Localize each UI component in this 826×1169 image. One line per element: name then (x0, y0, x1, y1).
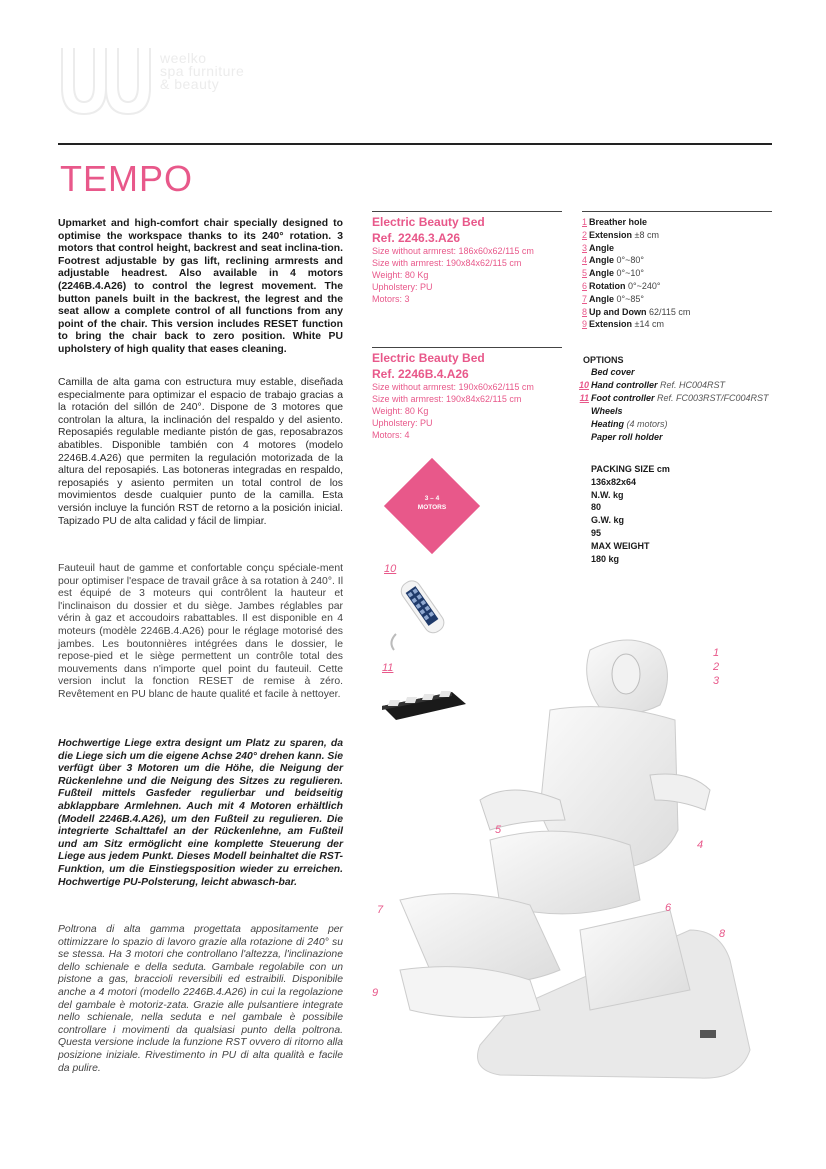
badge-line: 3 – 4 (424, 495, 440, 502)
label-foot-controller: 11 (382, 662, 394, 674)
product-weight: Weight: 80 Kg (372, 406, 429, 416)
spec-item (582, 306, 772, 319)
option-item (575, 367, 635, 377)
spec-num: 1 (582, 217, 588, 227)
packing-line: 80 (591, 502, 602, 513)
logo-line: weelko (160, 50, 207, 66)
spec-rule (582, 211, 772, 212)
spec-label: Angle (589, 268, 615, 279)
spec-num: 2 (582, 229, 588, 240)
spec-label: Angle (589, 293, 615, 304)
product-size-without-armrest: Size without armrest: 186x60x62/115 cm (372, 246, 534, 256)
packing-line: 95 (591, 527, 602, 538)
packing-line: 180 kg (591, 553, 620, 564)
chair-label-6: 6 (665, 902, 672, 914)
packing-line: PACKING SIZE cm (591, 464, 670, 474)
product-name: Electric Beauty Bed (372, 215, 485, 229)
packing-info (591, 463, 670, 565)
brand-logo-text (160, 52, 244, 91)
description-italian: Poltrona di alta gamma progettata appositamente per ottimizzare lo spazio di lavoro grazie alla rotazione di 240° su se stessa. Ha 3 motori che controllano l'altezza, l'inclinazione dello schienale e della seduta. Gambale regolabile con un pistone a gas, braccioli reversibili ed estraibili. Disponibile anche a 4 motori (modello 2246B.4.A26) in cui la regolazione del gambale è motoriz-zata. Grazie alle pulsantiere integrate nello schienale, nella seduta e nel gambale è possibile controllare i movimenti da qualsiasi punto della poltrona. Questa versione include la funzione RST ovvero di ritorno alla posizione iniziale. Rivestimento in PU di alta qualità e facile da pulire. (58, 924, 343, 1074)
product-motors: Motors: 3 (372, 294, 410, 304)
product-name: Electric Beauty Bed (372, 351, 485, 365)
option-ref: Ref. FC003RST/FC004RST (657, 393, 769, 403)
spec-num: 8 (582, 306, 588, 317)
product-rule (372, 211, 562, 212)
spec-label: Angle (589, 242, 615, 253)
spec-num: 7 (582, 293, 588, 304)
spec-num: 9 (582, 319, 588, 330)
spec-num: 4 (582, 255, 588, 266)
spec-item (582, 267, 772, 280)
spec-item (582, 229, 772, 242)
description-german: Hochwertige Liege extra designt um Platz zu sparen, da die Liege sich um die eigene Achse 240° drehen kann. Sie verfügt über 3 Motoren um die Höhe, die Neigung der Rückenlehne und die Neigung des Sitzes zu regulieren. Fußteil mittels Gasfeder regulierbar und beidseitig abklappbare Armlehnen. Auch mit 4 Motoren erhältlich (Modell 2246B.4.A26), um den Fußteil zu regulieren. Die integrierte Schalttafel an der Rückenlehne, am Fußteil und am Sitz ermöglicht eine komplette Steuerung der Liege aus jedem Punkt. Dieses Modell beinhaltet die RST-Funktion, um die Einstiegsposition wieder zu erreichen. Hochwertige PU-Polsterung, leicht abwasch-bar. (58, 738, 343, 888)
chair-label-4: 4 (697, 839, 704, 851)
product-size-with-armrest: Size with armrest: 190x84x62/115 cm (372, 258, 522, 268)
motors-badge-text (398, 494, 466, 512)
option-item (575, 432, 663, 442)
spec-label: Breather hole (589, 217, 648, 227)
logo-line: & beauty (160, 76, 220, 92)
chair-label-5: 5 (495, 824, 502, 836)
option-item (575, 393, 769, 403)
spec-item (582, 216, 772, 229)
description-english: Upmarket and high-comfort chair specially designed to optimise the workspace thanks to its 240° rotation. 3 motors that control height, backrest and seat inclina-tion. Footrest adjustable by gas lift, reclining armrests and adjustable headrest. Also available in 4 motors (2246B.4.A26) to control the legrest movement. The button panels built in the backrest, the legrest and the seat allow a complete control of all functions from any point of the chair. This version includes RESET function to bring the chair back to zero position. White PU upholstery of high quality that eases cleaning. (58, 218, 343, 355)
spec-num: 3 (582, 242, 588, 253)
tempo-chair-image (360, 630, 760, 1100)
spec-item (582, 254, 772, 267)
chair-label-7: 7 (377, 904, 384, 916)
logo-line: spa furniture (160, 63, 245, 79)
product-block-4-motors (372, 347, 562, 441)
product-motors: Motors: 4 (372, 430, 410, 440)
spec-num: 6 (582, 280, 588, 291)
option-item (575, 406, 623, 416)
options-title: OPTIONS (583, 355, 624, 365)
spec-label: Rotation (589, 280, 626, 291)
description-spanish: Camilla de alta gama con estructura muy estable, diseñada especialmente para optimizar el espacio de trabajo gracias a la rotación del sillón de 240°. Dispone de 3 motores que controlan la altura, la inclinación del respaldo y del asiento. Reposapiés regulable mediante pistón de gas, reposabrazos abatibles. Disponible también con 4 motores (modelo 2246B.4.A26) que permiten la regulación motorizada de la altura del reposapiés. Las botoneras integradas en respaldo, reposapiés y asiento permiten un total control de los movimientos desde cualquier punto de la camilla. Esta versión incluye la función RST de retorno a la posición inicial. Tapizado PU de alta calidad y fácil de limpiar. (58, 377, 343, 527)
chair-label-9: 9 (372, 987, 379, 999)
chair-label-3: 3 (713, 675, 720, 687)
header-rule (58, 143, 772, 145)
product-ref: Ref. 2246B.4.A26 (372, 367, 469, 381)
spec-list (582, 211, 772, 331)
option-label: Hand controller (591, 380, 658, 390)
packing-line: G.W. kg (591, 515, 625, 526)
option-num: 10 (578, 380, 589, 390)
packing-line: MAX WEIGHT (591, 540, 650, 551)
spec-item (582, 242, 772, 255)
product-upholstery: Upholstery: PU (372, 418, 433, 428)
spec-value: 0°~240° (628, 280, 661, 291)
spec-value: ±8 cm (634, 229, 659, 240)
spec-value: 0°~80° (616, 255, 645, 266)
spec-value: 62/115 cm (649, 306, 691, 317)
product-ref: Ref. 2246.3.A26 (372, 231, 461, 245)
page-title: TEMPO (60, 158, 194, 199)
spec-item (582, 280, 772, 293)
spec-value: 0°~85° (616, 293, 645, 304)
label-hand-controller: 10 (384, 563, 397, 575)
spec-num: 5 (582, 268, 588, 279)
option-label: Paper roll holder (591, 432, 663, 442)
product-size-without-armrest: Size without armrest: 190x60x62/115 cm (372, 382, 534, 392)
spec-value: 0°~10° (616, 268, 645, 279)
option-label: Bed cover (591, 367, 635, 377)
badge-line: MOTORS (417, 504, 447, 511)
option-label: Foot controller (591, 393, 655, 403)
option-item (575, 419, 668, 429)
option-ref: (4 motors) (626, 419, 668, 429)
product-weight: Weight: 80 Kg (372, 270, 429, 280)
packing-line: N.W. kg (591, 489, 624, 500)
option-ref: Ref. HC004RST (660, 380, 726, 390)
chair-label-8: 8 (719, 928, 726, 940)
option-item (575, 380, 725, 390)
chair-label-2: 2 (713, 661, 720, 673)
spec-item (582, 318, 772, 331)
spec-label: Up and Down (589, 306, 647, 317)
option-label: Heating (591, 419, 625, 429)
spec-label: Extension (589, 229, 633, 240)
option-num: 11 (579, 393, 589, 403)
description-french: Fauteuil haut de gamme et confortable conçu spéciale-ment pour optimiser l'espace de travail grâce à sa rotation à 240°. Il est équipé de 3 moteurs qui contrôlent la hauteur et l'inclinaison du dossier et du siège. Jambes réglables par vérin à gaz et accoudoirs rabattables. Il est disponible en 4 moteurs (modèle 2246B.4.A26) pour le réglage motorisé des jambes. Les boutonnières intégrées dans le dossier, le repose-pied et le siège permettent un contrôle total des mouvements dans n'importe quel point du fauteuil. Cette version inclut la fonction RESET de remise à zéro. Revêtement en PU blanc de haute qualité et facile à nettoyer. (58, 563, 343, 700)
product-block-3-motors (372, 211, 562, 305)
packing-line: 136x82x64 (591, 476, 637, 487)
spec-label: Angle (589, 255, 615, 266)
product-size-with-armrest: Size with armrest: 190x84x62/115 cm (372, 394, 522, 404)
product-rule (372, 347, 562, 348)
spec-value: ±14 cm (634, 319, 664, 330)
option-label: Wheels (591, 406, 623, 416)
product-upholstery: Upholstery: PU (372, 282, 433, 292)
spec-item (582, 293, 772, 306)
chair-label-1: 1 (713, 647, 720, 659)
spec-label: Extension (589, 319, 633, 330)
